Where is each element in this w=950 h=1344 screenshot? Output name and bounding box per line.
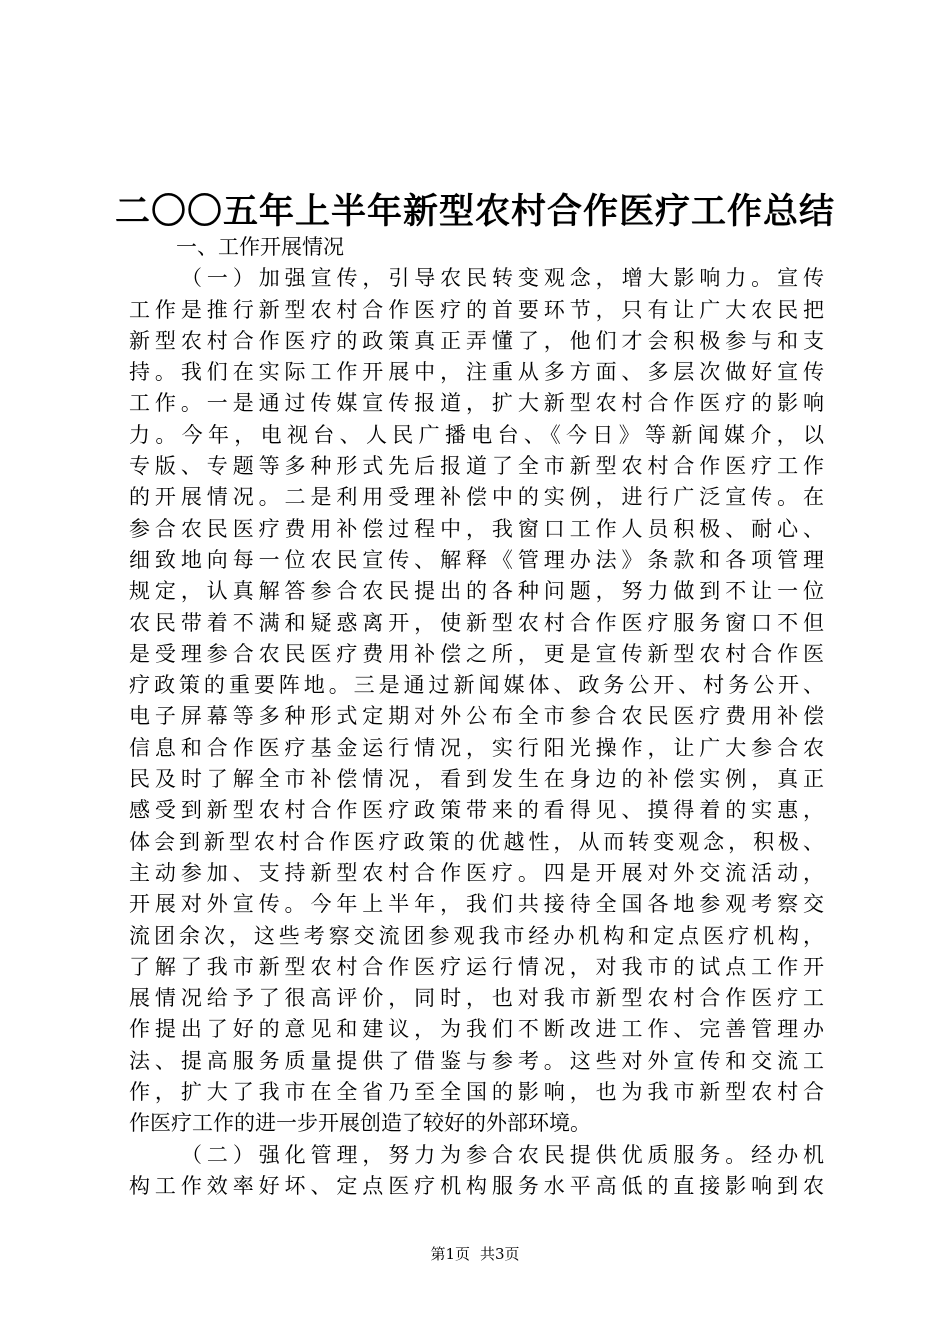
- paragraph-line: 感受到新型农村合作医疗政策带来的看得见、摸得着的实惠，: [129, 798, 824, 823]
- paragraph-line: 民及时了解全市补偿情况，看到发生在身边的补偿实例，真正: [129, 767, 824, 792]
- paragraph-line: 开展对外宣传。今年上半年，我们共接待全国各地参观考察交: [129, 892, 824, 917]
- paragraph-line: 了解了我市新型农村合作医疗运行情况，对我市的试点工作开: [129, 954, 824, 979]
- paragraph-line: 构工作效率好坏、定点医疗机构服务水平高低的直接影响到农: [129, 1173, 824, 1198]
- page-footer: [0, 1244, 950, 1264]
- paragraph-line: （一）加强宣传，引导农民转变观念，增大影响力。宣传: [181, 266, 824, 291]
- paragraph-line: 工作。一是通过传媒宣传报道，扩大新型农村合作医疗的影响: [129, 391, 824, 416]
- paragraph-line: 疗政策的重要阵地。三是通过新闻媒体、政务公开、村务公开、: [129, 673, 824, 698]
- paragraph-line: 体会到新型农村合作医疗政策的优越性，从而转变观念，积极、: [129, 829, 824, 854]
- page-total: 共3页: [480, 1245, 520, 1263]
- paragraph-line: （二）强化管理，努力为参合农民提供优质服务。经办机: [181, 1142, 824, 1167]
- paragraph-line: 参合农民医疗费用补偿过程中，我窗口工作人员积极、耐心、: [129, 516, 824, 541]
- paragraph-line: 电子屏幕等多种形式定期对外公布全市参合农民医疗费用补偿: [129, 704, 824, 729]
- paragraph-line: 新型农村合作医疗的政策真正弄懂了，他们才会积极参与和支: [129, 328, 824, 353]
- paragraph-line: 作提出了好的意见和建议，为我们不断改进工作、完善管理办: [129, 1017, 824, 1042]
- paragraph-line: 流团余次，这些考察交流团参观我市经办机构和定点医疗机构，: [129, 923, 824, 948]
- paragraph-line: 持。我们在实际工作开展中，注重从多方面、多层次做好宣传: [129, 360, 824, 385]
- paragraph-line: 细致地向每一位农民宣传、解释《管理办法》条款和各项管理: [129, 547, 824, 572]
- paragraph-line: 力。今年，电视台、人民广播电台、《今日》等新闻媒介，以: [129, 422, 824, 447]
- paragraph-line: 信息和合作医疗基金运行情况，实行阳光操作，让广大参合农: [129, 735, 824, 760]
- paragraph-line: 的开展情况。二是利用受理补偿中的实例，进行广泛宣传。在: [129, 485, 824, 510]
- paragraph-line: 专版、专题等多种形式先后报道了全市新型农村合作医疗工作: [129, 454, 824, 479]
- paragraph-line: 规定，认真解答参合农民提出的各种问题，努力做到不让一位: [129, 579, 824, 604]
- paragraph-line: 法、提高服务质量提供了借鉴与参考。这些对外宣传和交流工: [129, 1048, 824, 1073]
- document-body: [129, 232, 824, 1202]
- document-title: 二〇〇五年上半年新型农村合作医疗工作总结: [114, 192, 835, 232]
- section-heading: 一、工作开展情况: [176, 235, 344, 259]
- paragraph-line: 作，扩大了我市在全省乃至全国的影响，也为我市新型农村合: [129, 1080, 824, 1105]
- paragraph-line: 农民带着不满和疑惑离开，使新型农村合作医疗服务窗口不但: [129, 610, 824, 635]
- paragraph-line: 展情况给予了很高评价，同时，也对我市新型农村合作医疗工: [129, 986, 824, 1011]
- paragraph-line: 工作是推行新型农村合作医疗的首要环节，只有让广大农民把: [129, 297, 824, 322]
- paragraph-line: 是受理参合农民医疗费用补偿之所，更是宣传新型农村合作医: [129, 641, 824, 666]
- paragraph-line: 主动参加、支持新型农村合作医疗。四是开展对外交流活动，: [129, 860, 824, 885]
- page-number: 第1页: [430, 1245, 470, 1263]
- paragraph-line: 作医疗工作的进一步开展创造了较好的外部环境。: [129, 1111, 591, 1136]
